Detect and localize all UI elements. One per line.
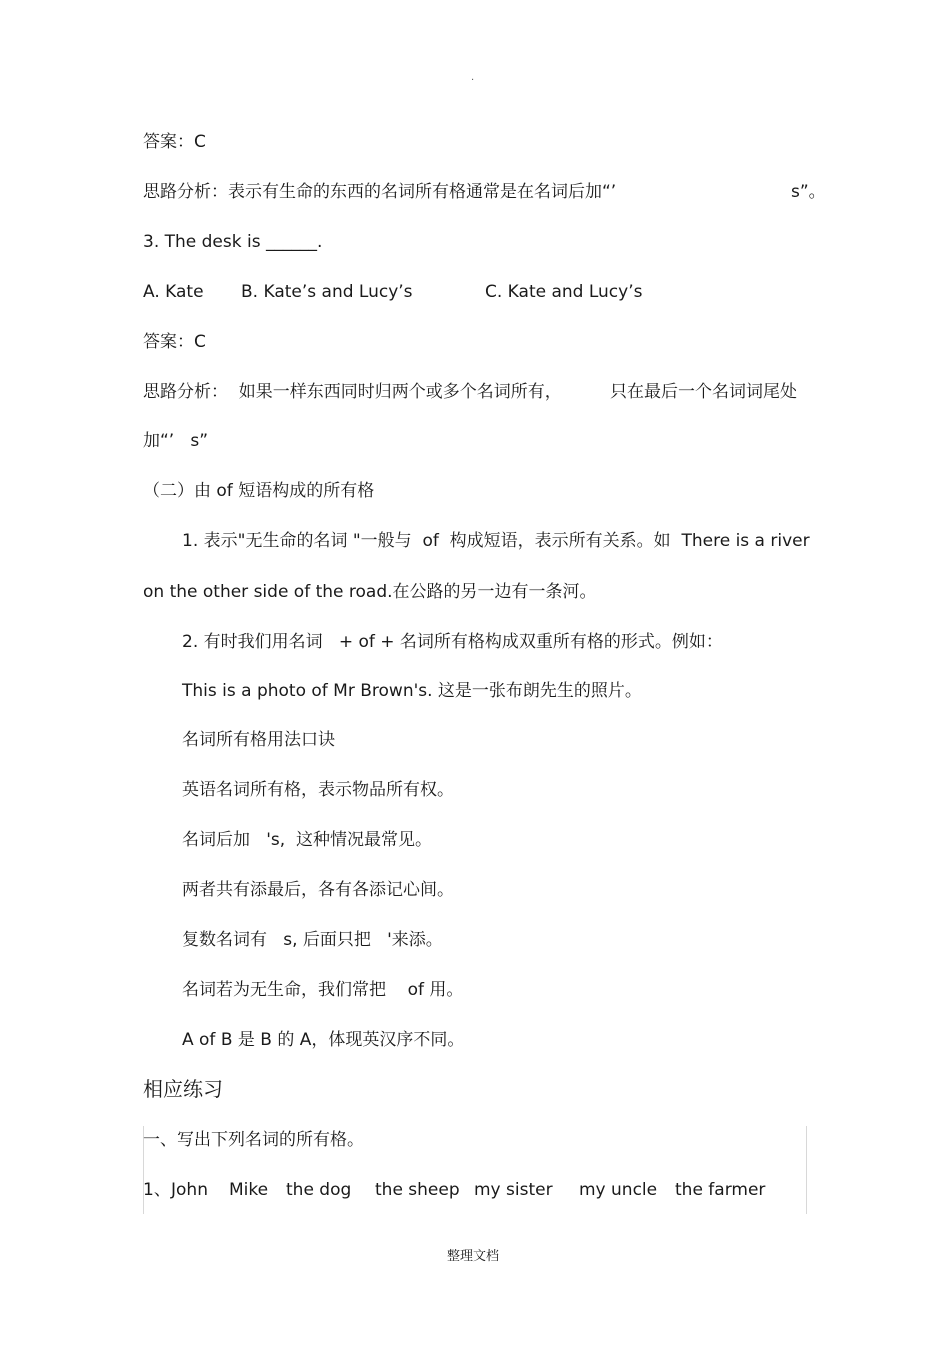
rhyme-line-3: 两者共有添最后，各有各添记心间。 (182, 880, 454, 900)
exercise-word: my uncle (579, 1180, 658, 1200)
analysis-line-2: 思路分析： 如果一样东西同时归两个或多个名词所有， (143, 382, 562, 402)
exercise-word: my sister (474, 1180, 553, 1200)
exercise-word: Mike (229, 1180, 269, 1200)
practice-heading: 相应练习 (143, 1077, 223, 1101)
exercise-title: 一、写出下列名词的所有格。 (143, 1130, 364, 1150)
exercise-word: the dog (286, 1180, 352, 1200)
rhyme-line-6: A of B 是 B 的 A，体现英汉序不同。 (182, 1030, 465, 1050)
analysis-line-1-end: s”。 (791, 182, 826, 202)
analysis-line-2-end: 加“’ s” (143, 431, 209, 451)
exercise-word: the farmer (675, 1180, 766, 1200)
analysis-line-2-cont: 只在最后一个名词词尾处 (610, 382, 797, 402)
section-title-of-phrase: （二）由 of 短语构成的所有格 (143, 481, 375, 501)
answer-line-2: 答案：C (143, 332, 206, 352)
answer-line-1: 答案：C (143, 132, 206, 152)
option-c: C. Kate and Lucy’s (485, 282, 643, 302)
analysis-line-1: 思路分析：表示有生命的东西的名词所有格通常是在名词后加“’ (143, 182, 617, 202)
point-2-example: This is a photo of Mr Brown's. 这是一张布朗先生的照片。 (182, 681, 642, 701)
table-right-border (806, 1126, 807, 1214)
header-mark: . (471, 72, 475, 83)
rhyme-line-1: 英语名词所有格，表示物品所有权。 (182, 780, 454, 800)
rhyme-line-2: 名词后加 's, 这种情况最常见。 (182, 830, 432, 850)
exercise-word: John (171, 1180, 208, 1200)
rhyme-line-4: 复数名词有 s, 后面只把 '来添。 (182, 930, 443, 950)
page-footer: 整理文档 (447, 1249, 500, 1264)
question-3: 3. The desk is ______. (143, 232, 323, 252)
point-1: 1. 表示"无生命的名词 "一般与 of 构成短语，表示所有关系。如 There is a river (182, 531, 810, 551)
rhyme-line-5: 名词若为无生命，我们常把 of 用。 (182, 980, 464, 1000)
exercise-word: the sheep (375, 1180, 460, 1200)
option-b: B. Kate’s and Lucy’s (241, 282, 413, 302)
point-2: 2. 有时我们用名词 + of + 名词所有格构成双重所有格的形式。例如： (182, 632, 723, 652)
point-1-cont: on the other side of the road.在公路的另一边有一条河。 (143, 582, 597, 602)
exercise-number: 1、 (143, 1180, 171, 1200)
rhyme-title: 名词所有格用法口诀 (182, 730, 335, 750)
option-a: A. Kate (143, 282, 204, 302)
